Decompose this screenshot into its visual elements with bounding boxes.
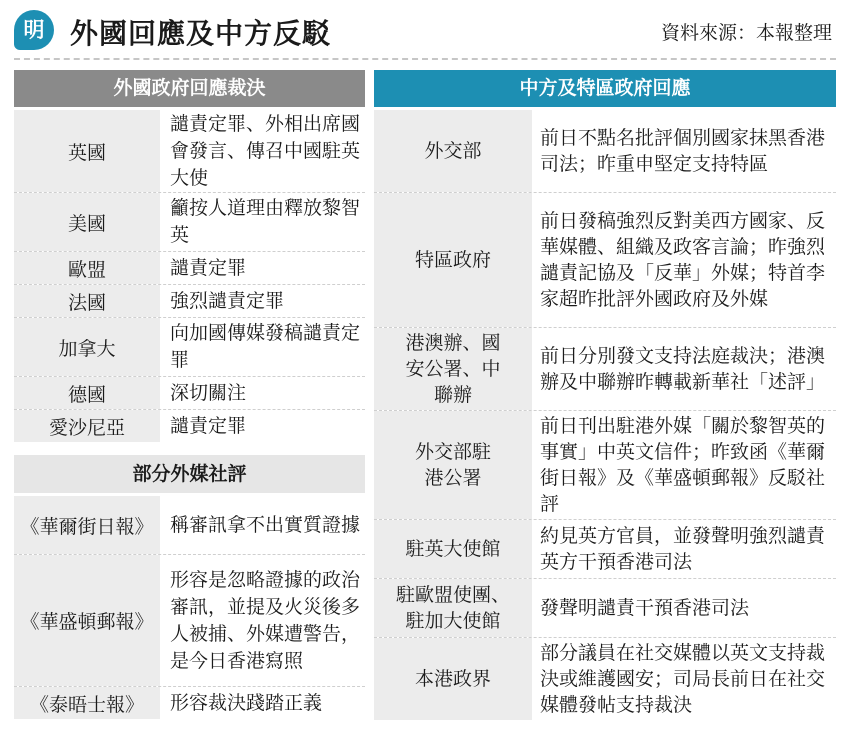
header-divider bbox=[14, 58, 836, 60]
response-cell: 發聲明譴責干預香港司法 bbox=[540, 597, 750, 619]
country-cell: 法國 bbox=[14, 285, 160, 317]
body-cell: 本港政界 bbox=[374, 638, 532, 720]
page-title: 外國回應及中方反駁 bbox=[70, 17, 332, 50]
header bbox=[0, 0, 850, 64]
newspaper-logo: 明 bbox=[14, 10, 54, 50]
country-cell: 美國 bbox=[14, 193, 160, 251]
response-cell: 前日刊出駐港外媒「關於黎智英的事實」中英文信件；昨致函《華爾街日報》及《華盛頓郵報》反駁社評 bbox=[540, 415, 826, 515]
response-cell: 譴責定罪、外相出席國會發言、傳召中國駐英大使 bbox=[170, 112, 361, 189]
outlet-cell: 《泰晤士報》 bbox=[14, 687, 160, 719]
outlet-cell: 《華爾街日報》 bbox=[14, 496, 160, 554]
response-cell: 前日發稿強烈反對美西方國家、反華媒體、組織及政客言論；昨強烈譴責記協及「反華」外媒；特首李家超昨批評外國政府及外媒 bbox=[540, 210, 826, 310]
comment-cell: 稱審訊拿不出實質證據 bbox=[170, 513, 361, 536]
response-cell: 約見英方官員，並發聲明強烈譴責英方干預香港司法 bbox=[540, 525, 826, 573]
foreign-table bbox=[14, 110, 365, 442]
media-table bbox=[14, 496, 365, 719]
body-cell: 外交部駐港公署 bbox=[414, 441, 491, 489]
left-column bbox=[14, 70, 365, 719]
table-row bbox=[14, 377, 365, 410]
table-row bbox=[14, 687, 365, 719]
table-row bbox=[374, 193, 836, 328]
body-cell: 特區政府 bbox=[374, 193, 532, 327]
body-cell: 駐歐盟使團、駐加大使館 bbox=[395, 584, 510, 632]
country-cell: 歐盟 bbox=[14, 252, 160, 284]
table-row bbox=[374, 110, 836, 193]
table-row bbox=[374, 328, 836, 411]
table-row bbox=[14, 555, 365, 687]
foreign-heading: 外國政府回應裁決 bbox=[14, 70, 365, 107]
right-column bbox=[374, 70, 836, 720]
country-cell: 加拿大 bbox=[14, 318, 160, 376]
table-row bbox=[374, 520, 836, 579]
response-cell: 向加國傳媒發稿譴責定罪 bbox=[170, 322, 361, 371]
response-cell: 前日不點名批評個別國家抹黑香港司法；昨重申堅定支持特區 bbox=[540, 127, 826, 175]
table-row bbox=[374, 638, 836, 720]
body-cell: 港澳辦、國安公署、中聯辦 bbox=[405, 332, 501, 406]
table-row bbox=[374, 579, 836, 638]
response-cell: 譴責定罪 bbox=[170, 256, 247, 279]
table-row bbox=[14, 110, 365, 193]
response-cell: 前日分別發文支持法庭裁決；港澳辦及中聯辦昨轉載新華社「述評」 bbox=[540, 345, 826, 393]
table-row bbox=[14, 496, 365, 555]
country-cell: 德國 bbox=[14, 377, 160, 409]
country-cell: 英國 bbox=[14, 110, 160, 192]
media-heading: 部分外媒社評 bbox=[14, 455, 365, 493]
table-row bbox=[14, 318, 365, 377]
table-row bbox=[374, 411, 836, 520]
table-row bbox=[14, 252, 365, 285]
table-row bbox=[14, 410, 365, 442]
comment-cell: 形容是忽略證據的政治審訊，並提及火災後多人被捕、外媒遭警告，是今日香港寫照 bbox=[170, 568, 361, 672]
response-cell: 強烈譴責定罪 bbox=[170, 289, 285, 312]
response-cell: 深切關注 bbox=[170, 381, 247, 404]
table-row bbox=[14, 193, 365, 252]
china-table bbox=[374, 110, 836, 720]
body-cell: 駐英大使館 bbox=[374, 520, 532, 578]
comment-cell: 形容裁決踐踏正義 bbox=[170, 691, 323, 714]
response-cell: 部分議員在社交媒體以英文支持裁決或維護國安；司局長前日在社交媒體發帖支持裁決 bbox=[540, 642, 826, 716]
outlet-cell: 《華盛頓郵報》 bbox=[14, 555, 160, 686]
response-cell: 籲按人道理由釋放黎智英 bbox=[170, 197, 361, 246]
china-heading: 中方及特區政府回應 bbox=[374, 70, 836, 107]
response-cell: 譴責定罪 bbox=[170, 414, 247, 437]
source-note: 資料來源：本報整理 bbox=[660, 22, 832, 44]
country-cell: 愛沙尼亞 bbox=[14, 410, 160, 442]
body-cell: 外交部 bbox=[374, 110, 532, 192]
table-row bbox=[14, 285, 365, 318]
